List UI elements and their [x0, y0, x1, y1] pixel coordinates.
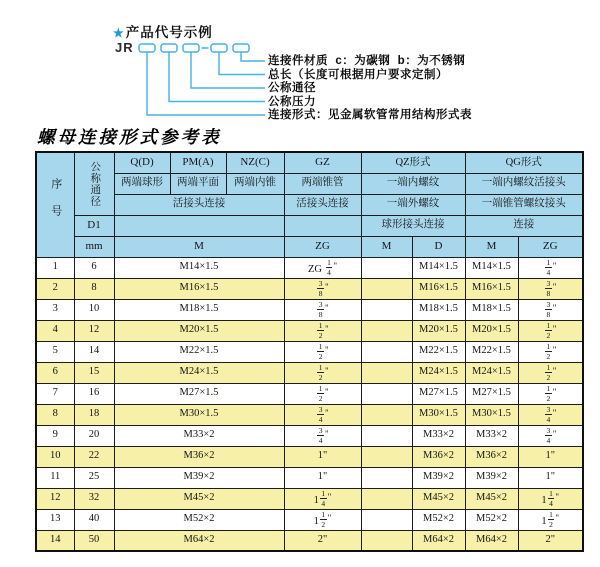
- code-box-2: [161, 44, 177, 52]
- cell-qg-zg: [518, 383, 583, 404]
- inch-mark: ": [552, 260, 557, 271]
- header-dn: 公称通径: [74, 152, 114, 215]
- cell-m: M14×1.5: [114, 257, 284, 278]
- cell-qg-m: M36×2: [465, 446, 518, 467]
- cell-gz: [284, 278, 361, 299]
- cell-seq: 4: [36, 320, 74, 341]
- cell-dn: 18: [74, 404, 114, 425]
- header-union-gz: 活接头连接: [284, 194, 361, 215]
- cell-qg-zg: [518, 404, 583, 425]
- fraction: $\frac{1}{2}$: [546, 383, 551, 403]
- inch-mark: ": [325, 407, 329, 418]
- cell-m: M30×1.5: [114, 404, 284, 425]
- header-sub-qz-m: M: [361, 236, 412, 257]
- cell-qz-d: M18×1.5: [412, 299, 465, 320]
- cell-gz: [284, 404, 361, 425]
- header-row-2: [36, 173, 583, 194]
- inch-mark: ": [552, 344, 557, 355]
- cell-qz-m: [361, 278, 412, 299]
- table-row: [36, 320, 583, 341]
- header-pm-desc: 两端平面: [170, 173, 226, 194]
- header-sub-qg-zg: ZG: [518, 236, 583, 257]
- cell-qz-d: M20×1.5: [412, 320, 465, 341]
- header-nz-desc: 两端内锥: [226, 173, 284, 194]
- cell-m: M22×1.5: [114, 341, 284, 362]
- cell-qz-m: [361, 383, 412, 404]
- code-box-4: [211, 44, 227, 52]
- header-gz-desc: 两端锥管: [284, 173, 361, 194]
- fraction: $\frac{3}{4}$: [546, 425, 551, 445]
- cell-qg-zg: 1": [518, 446, 583, 467]
- table-row: [36, 446, 583, 467]
- cell-seq: 7: [36, 383, 74, 404]
- cell-dn: 12: [74, 320, 114, 341]
- cell-qz-m: [361, 362, 412, 383]
- cell-seq: 10: [36, 446, 74, 467]
- cell-qg-zg: [518, 278, 583, 299]
- table-row: [36, 383, 583, 404]
- table-row: [36, 530, 583, 551]
- table-row: [36, 404, 583, 425]
- cell-qg-zg: 2": [518, 530, 583, 551]
- table-row: [36, 509, 583, 530]
- cell-gz: ZG $\frac{1}{4}$ ": [284, 257, 361, 278]
- cell-dn: 15: [74, 362, 114, 383]
- inch-mark: ": [552, 302, 557, 313]
- leader-lines: [147, 52, 265, 115]
- header-qg-desc-out: 一端锥管螺纹接头: [465, 194, 583, 215]
- fraction: $\frac{3}{4}$: [318, 425, 323, 445]
- leader-line-material: [241, 52, 265, 61]
- header-col-q: Q(D): [114, 152, 170, 173]
- cell-dn: 6: [74, 257, 114, 278]
- inch-mark: ": [325, 344, 329, 355]
- header-d1: D1: [74, 215, 114, 236]
- cell-qz-m: [361, 530, 412, 551]
- cell-seq: 6: [36, 362, 74, 383]
- cell-dn: 40: [74, 509, 114, 530]
- cell-qg-zg: [518, 299, 583, 320]
- cell-m: M18×1.5: [114, 299, 284, 320]
- header-sub-zg: ZG: [284, 236, 361, 257]
- cell-qz-m: [361, 425, 412, 446]
- header-qz-desc-out: 一端外螺纹: [361, 194, 465, 215]
- cell-dn: 8: [74, 278, 114, 299]
- cell-qz-m: [361, 509, 412, 530]
- fraction: $\frac{1}{2}$: [318, 362, 323, 382]
- leader-line-diameter: [191, 52, 265, 88]
- fraction: $\frac{1}{4}$: [327, 257, 331, 277]
- fraction: $\frac{1}{2}$: [318, 341, 323, 361]
- cell-gz: 1": [284, 467, 361, 488]
- cell-gz: [284, 320, 361, 341]
- header-col-qz: QZ形式: [361, 152, 465, 173]
- cell-qz-d: M30×1.5: [412, 404, 465, 425]
- cell-qg-m: M30×1.5: [465, 404, 518, 425]
- inch-mark: ": [327, 512, 332, 523]
- cell-qg-m: M45×2: [465, 488, 518, 509]
- cell-qz-d: M16×1.5: [412, 278, 465, 299]
- leader-line-length: [219, 52, 265, 75]
- cell-qg-m: M24×1.5: [465, 362, 518, 383]
- cell-seq: 1: [36, 257, 74, 278]
- cell-qz-d: M64×2: [412, 530, 465, 551]
- table-row: [36, 425, 583, 446]
- cell-m: M52×2: [114, 509, 284, 530]
- cell-m: M27×1.5: [114, 383, 284, 404]
- header-blank-m: [114, 215, 284, 236]
- header-qz-desc-in: 一端内螺纹: [361, 173, 465, 194]
- cell-seq: 3: [36, 299, 74, 320]
- inch-mark: ": [552, 428, 557, 439]
- cell-qg-m: M64×2: [465, 530, 518, 551]
- code-boxes: [139, 44, 249, 52]
- cell-qz-d: M45×2: [412, 488, 465, 509]
- cell-qz-m: [361, 257, 412, 278]
- code-box-5: [233, 44, 249, 52]
- header-seq: 序号: [36, 152, 74, 257]
- cell-seq: 14: [36, 530, 74, 551]
- cell-qg-m: M27×1.5: [465, 383, 518, 404]
- header-qz-conn: 球形接头连接: [361, 215, 465, 236]
- cell-dn: 25: [74, 467, 114, 488]
- cell-dn: 50: [74, 530, 114, 551]
- header-union-q: 活接头连接: [114, 194, 284, 215]
- inch-mark: ": [333, 260, 338, 271]
- cell-qg-m: M33×2: [465, 425, 518, 446]
- cell-dn: 16: [74, 383, 114, 404]
- inch-mark: ": [552, 386, 557, 397]
- table-row: [36, 488, 583, 509]
- code-box-1: [139, 44, 155, 52]
- cell-qg-m: M18×1.5: [465, 299, 518, 320]
- table-row: [36, 341, 583, 362]
- header-row-5: [36, 236, 583, 257]
- cell-qg-zg: 1": [518, 467, 583, 488]
- fraction: $\frac{3}{8}$: [318, 278, 323, 298]
- cell-qg-zg: [518, 320, 583, 341]
- fraction: $\frac{1}{2}$: [321, 509, 326, 529]
- fraction: $\frac{1}{2}$: [549, 509, 553, 529]
- cell-qg-zg: 1 $\frac{1}{2}$ ": [518, 509, 583, 530]
- table-row: [36, 467, 583, 488]
- cell-gz: 1 $\frac{1}{2}$ ": [284, 509, 361, 530]
- fraction: $\frac{3}{8}$: [546, 278, 551, 298]
- fraction: $\frac{1}{2}$: [546, 362, 551, 382]
- label-length: 总长（长度可根据用户要求定制）: [268, 68, 448, 81]
- inch-mark: ": [552, 323, 557, 334]
- code-box-3: [183, 44, 199, 52]
- cell-gz: [284, 383, 361, 404]
- inch-mark: ": [325, 365, 329, 376]
- diagram-heading-text: 产品代号示例: [125, 25, 213, 40]
- star-icon: ★: [113, 26, 125, 40]
- cell-seq: 13: [36, 509, 74, 530]
- header-sub-qg-m: M: [465, 236, 518, 257]
- header-row-1: [36, 152, 583, 173]
- cell-m: M36×2: [114, 446, 284, 467]
- cell-qz-d: M33×2: [412, 425, 465, 446]
- cell-qg-zg: 1 $\frac{1}{4}$ ": [518, 488, 583, 509]
- label-diameter: 公称通径: [268, 82, 316, 94]
- fraction: $\frac{3}{4}$: [546, 404, 551, 424]
- cell-qg-m: M16×1.5: [465, 278, 518, 299]
- cell-qz-d: M39×2: [412, 467, 465, 488]
- cell-m: M20×1.5: [114, 320, 284, 341]
- cell-seq: 11: [36, 467, 74, 488]
- inch-mark: ": [555, 491, 560, 502]
- fraction: $\frac{1}{2}$: [318, 320, 323, 340]
- cell-qg-zg: [518, 362, 583, 383]
- inch-mark: ": [325, 386, 329, 397]
- cell-qg-m: M20×1.5: [465, 320, 518, 341]
- inch-mark: ": [552, 365, 557, 376]
- cell-dn: 10: [74, 299, 114, 320]
- header-q-desc: 两端球形: [114, 173, 170, 194]
- cell-m: M39×2: [114, 467, 284, 488]
- cell-qz-d: M22×1.5: [412, 341, 465, 362]
- header-row-3: [36, 194, 583, 215]
- table-row: [36, 257, 583, 278]
- cell-qg-m: M39×2: [465, 467, 518, 488]
- fraction: $\frac{1}{2}$: [318, 383, 323, 403]
- inch-mark: ": [555, 512, 560, 523]
- cell-qz-m: [361, 467, 412, 488]
- header-sub-qz-d: D: [412, 236, 465, 257]
- inch-mark: ": [325, 323, 329, 334]
- table-row: [36, 299, 583, 320]
- inch-mark: ": [552, 281, 557, 292]
- cell-seq: 2: [36, 278, 74, 299]
- header-row-4: [36, 215, 583, 236]
- table-row: [36, 278, 583, 299]
- header-col-gz: GZ: [284, 152, 361, 173]
- cell-qz-m: [361, 404, 412, 425]
- label-pressure: 公称压力: [268, 95, 316, 108]
- label-material: 连接件材质 c：为碳钢 b：为不锈钢: [268, 55, 466, 67]
- fraction: $\frac{3}{4}$: [318, 404, 323, 424]
- cell-seq: 5: [36, 341, 74, 362]
- cell-qz-d: M36×2: [412, 446, 465, 467]
- cell-gz: 2": [284, 530, 361, 551]
- cell-m: M24×1.5: [114, 362, 284, 383]
- cell-dn: 22: [74, 446, 114, 467]
- inch-mark: ": [325, 302, 329, 313]
- fraction: $\frac{1}{4}$: [546, 257, 551, 277]
- inch-mark: ": [325, 428, 329, 439]
- cell-gz: [284, 299, 361, 320]
- table-row: [36, 362, 583, 383]
- inch-mark: ": [552, 407, 557, 418]
- leader-line-pressure: [169, 52, 265, 102]
- header-mm: mm: [74, 236, 114, 257]
- cell-gz: [284, 341, 361, 362]
- cell-qg-m: M14×1.5: [465, 257, 518, 278]
- cell-seq: 8: [36, 404, 74, 425]
- cell-qg-m: M22×1.5: [465, 341, 518, 362]
- header-col-qg: QG形式: [465, 152, 583, 173]
- cell-gz: 1": [284, 446, 361, 467]
- cell-gz: [284, 425, 361, 446]
- cell-qz-d: M52×2: [412, 509, 465, 530]
- cell-qg-zg: [518, 341, 583, 362]
- inch-mark: ": [325, 281, 329, 292]
- code-prefix: JR: [115, 40, 134, 55]
- cell-m: M64×2: [114, 530, 284, 551]
- cell-m: M33×2: [114, 425, 284, 446]
- cell-gz: [284, 362, 361, 383]
- cell-qg-zg: [518, 425, 583, 446]
- cell-dn: 20: [74, 425, 114, 446]
- cell-qz-d: M14×1.5: [412, 257, 465, 278]
- cell-qz-m: [361, 299, 412, 320]
- header-qg-conn: 连接: [465, 215, 583, 236]
- fraction: $\frac{1}{2}$: [546, 320, 551, 340]
- cell-qz-d: M24×1.5: [412, 362, 465, 383]
- diagram-heading: [113, 21, 213, 41]
- cell-dn: 14: [74, 341, 114, 362]
- cell-qg-m: M52×2: [465, 509, 518, 530]
- cell-qz-d: M27×1.5: [412, 383, 465, 404]
- header-col-nz: NZ(C): [226, 152, 284, 173]
- header-sub-m: M: [114, 236, 284, 257]
- fraction: $\frac{1}{4}$: [549, 488, 553, 508]
- cell-seq: 12: [36, 488, 74, 509]
- inch-mark: ": [327, 491, 332, 502]
- fraction: $\frac{3}{8}$: [546, 299, 551, 319]
- fraction: $\frac{1}{4}$: [321, 488, 326, 508]
- header-blank-gz: [284, 215, 361, 236]
- cell-qg-zg: [518, 257, 583, 278]
- cell-qz-m: [361, 446, 412, 467]
- label-connection: 连接形式：见金属软管常用结构形式表: [268, 109, 472, 121]
- header-qg-desc-in: 一端内螺纹活接头: [465, 173, 583, 194]
- cell-dn: 32: [74, 488, 114, 509]
- fraction: $\frac{3}{8}$: [318, 299, 323, 319]
- fraction: $\frac{1}{2}$: [546, 341, 551, 361]
- cell-gz: 1 $\frac{1}{4}$ ": [284, 488, 361, 509]
- cell-m: M45×2: [114, 488, 284, 509]
- header-col-pm: PM(A): [170, 152, 226, 173]
- cell-qz-m: [361, 341, 412, 362]
- nut-connection-reference-table: [35, 151, 584, 552]
- cell-m: M16×1.5: [114, 278, 284, 299]
- cell-qz-m: [361, 488, 412, 509]
- cell-qz-m: [361, 320, 412, 341]
- cell-seq: 9: [36, 425, 74, 446]
- page-title: 螺母连接形式参考表: [37, 128, 222, 148]
